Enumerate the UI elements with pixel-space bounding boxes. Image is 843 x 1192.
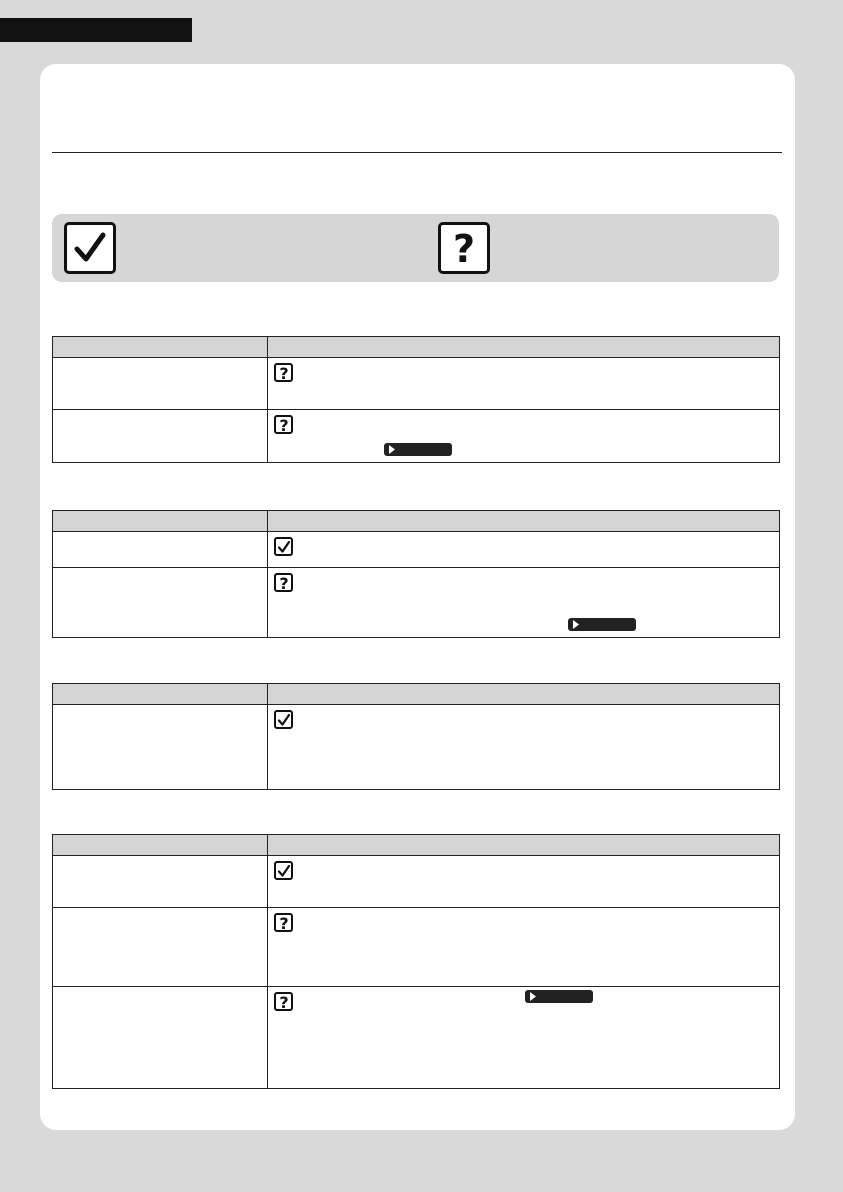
question-icon <box>274 992 293 1011</box>
table-header-problem <box>53 684 268 705</box>
table-header-solution <box>268 511 780 532</box>
table-header-problem <box>53 835 268 856</box>
question-icon <box>274 363 293 382</box>
svg-text:?: ? <box>452 228 476 268</box>
solution-cell <box>268 568 780 638</box>
problem-cell <box>53 856 268 908</box>
solution-cell <box>268 358 780 410</box>
question-icon <box>274 913 293 932</box>
play-arrow-icon <box>388 445 396 454</box>
question-icon <box>438 222 490 274</box>
play-arrow-icon <box>529 992 537 1001</box>
legend-check <box>64 222 128 274</box>
legend-question <box>438 222 502 274</box>
solution-cell <box>268 532 780 568</box>
check-icon <box>64 222 116 274</box>
problem-cell <box>53 358 268 410</box>
check-icon <box>274 710 293 729</box>
check-icon <box>274 537 293 556</box>
table-row <box>53 856 780 908</box>
problem-cell <box>53 987 268 1089</box>
question-icon <box>274 415 293 434</box>
problem-cell <box>53 568 268 638</box>
page-sheet <box>40 64 795 1130</box>
table-header-problem <box>53 337 268 358</box>
question-icon <box>274 573 293 592</box>
problem-cell <box>53 908 268 987</box>
solution-cell <box>268 705 780 790</box>
solution-cell <box>268 908 780 987</box>
title-divider <box>52 152 782 153</box>
problem-cell <box>53 705 268 790</box>
svg-text:?: ? <box>278 574 289 591</box>
table-row <box>53 705 780 790</box>
table-header-solution <box>268 684 780 705</box>
solution-cell <box>268 410 780 463</box>
trouble-table-4 <box>52 834 780 1089</box>
trouble-table-1 <box>52 336 780 463</box>
table-header-problem <box>53 511 268 532</box>
svg-text:?: ? <box>278 416 289 433</box>
section-tab-marker <box>0 18 192 42</box>
table-row <box>53 532 780 568</box>
solution-cell <box>268 987 780 1089</box>
table-header-solution <box>268 835 780 856</box>
table-row <box>53 410 780 463</box>
problem-cell <box>53 532 268 568</box>
table-row <box>53 987 780 1089</box>
table-row <box>53 358 780 410</box>
page-reference-badge[interactable] <box>568 618 636 631</box>
play-arrow-icon <box>572 620 580 629</box>
trouble-table-2 <box>52 510 780 638</box>
svg-text:?: ? <box>278 914 289 931</box>
trouble-table-3 <box>52 683 780 790</box>
page-reference-badge[interactable] <box>384 443 452 456</box>
icon-legend <box>52 214 779 282</box>
table-row <box>53 908 780 987</box>
table-header-solution <box>268 337 780 358</box>
check-icon <box>274 861 293 880</box>
problem-cell <box>53 410 268 463</box>
table-row <box>53 568 780 638</box>
page-reference-badge[interactable] <box>525 990 593 1003</box>
solution-cell <box>268 856 780 908</box>
svg-text:?: ? <box>278 364 289 381</box>
svg-text:?: ? <box>278 993 289 1010</box>
